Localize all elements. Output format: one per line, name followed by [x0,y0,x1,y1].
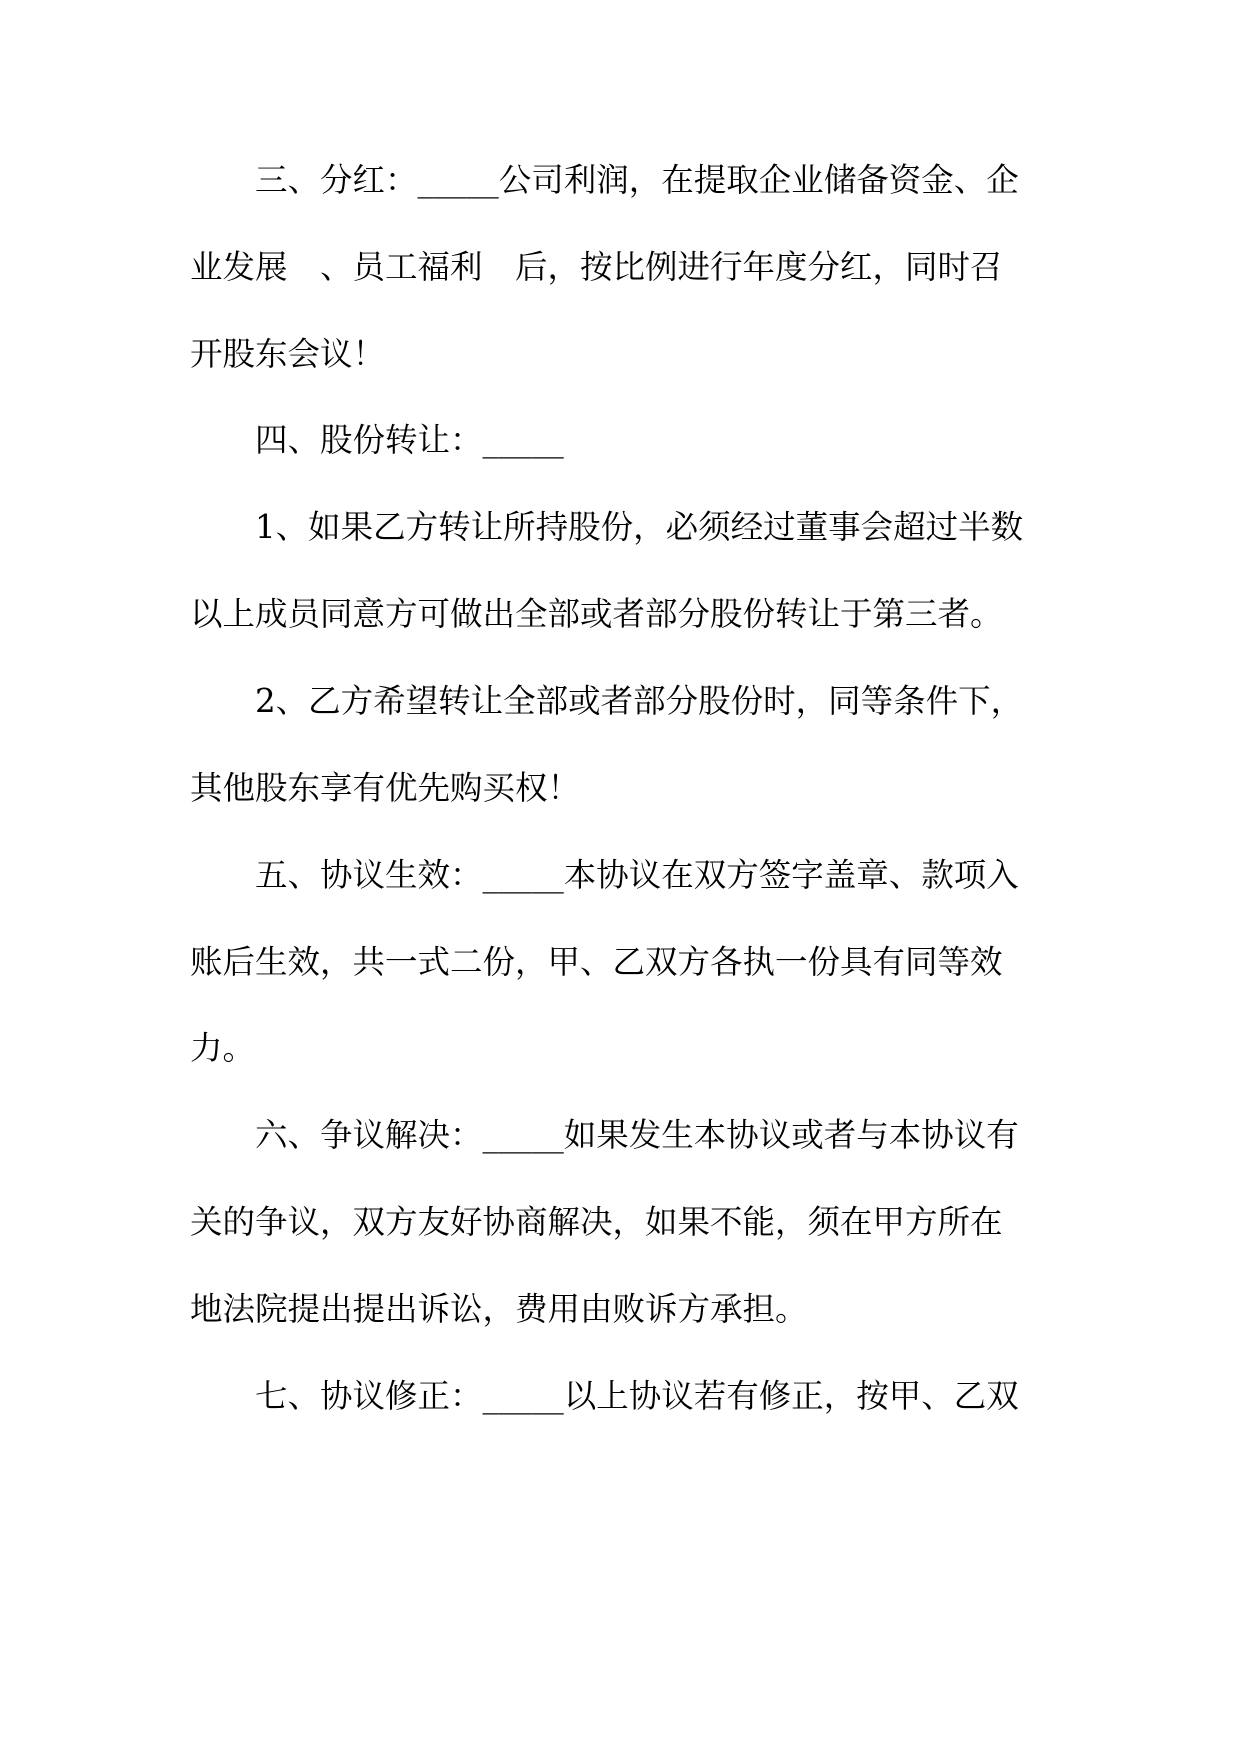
clause-7-line-1: 七、协议修正：_____以上协议若有修正，按甲、乙双 [255,1377,1019,1415]
clause-4-heading: 四、股份转让：_____ [255,421,564,459]
clause-3-line-3: 开股东会议！ [190,335,386,373]
clause-4-item-1-line-2: 以上成员同意方可做出全部或者部分股份转让于第三者。 [190,595,1003,633]
clause-3-line-1: 三、分红：_____公司利润，在提取企业储备资金、企 [255,161,1019,199]
clause-4-item-2-line-1: 2、乙方希望转让全部或者部分股份时，同等条件下， [255,682,1024,720]
clause-6-line-2: 关的争议，双方友好协商解决，如果不能，须在甲方所在 [190,1203,1003,1241]
clause-5-line-1: 五、协议生效：_____本协议在双方签字盖章、款项入 [255,856,1019,894]
clause-3-line-2: 业发展 、员工福利 后，按比例进行年度分红，同时召 [190,248,1003,286]
clause-6-line-3: 地法院提出提出诉讼，费用由败诉方承担。 [190,1290,808,1328]
clause-6-line-1: 六、争议解决：_____如果发生本协议或者与本协议有 [255,1116,1019,1154]
clause-5-line-3: 力。 [190,1029,256,1067]
clause-4-item-1-line-1: 1、如果乙方转让所持股份，必须经过董事会超过半数 [255,508,1024,546]
clause-5-line-2: 账后生效，共一式二份，甲、乙双方各执一份具有同等效 [190,943,1003,981]
clause-4-item-2-line-2: 其他股东享有优先购买权！ [190,769,581,807]
